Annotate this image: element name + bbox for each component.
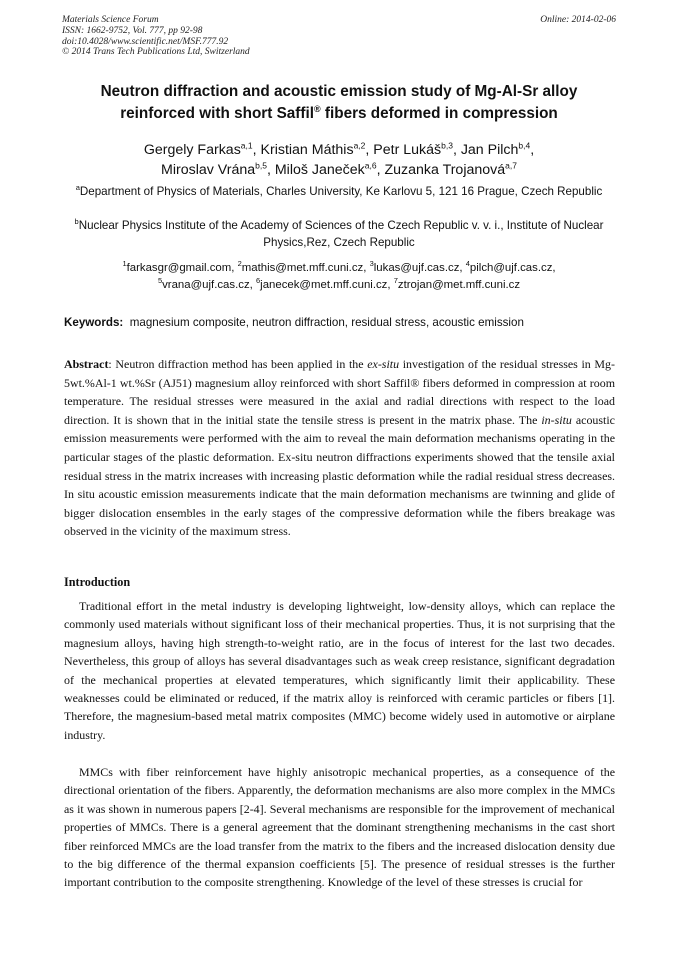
email[interactable]: $^7$ztrojan@met.mff.cuni.cz [393, 276, 521, 291]
email[interactable]: $^6$janecek@met.mff.cuni.cz, [256, 276, 394, 291]
intro-paragraph-2: MMCs with fiber reinforcement have highly anisotropic mechanical properties, as a consequence of the directional orientation of the fibers. Apparently, the deformation mechanisms are also more complex in the MMCs as it was shown in numerous papers [2-4]. Several mechanisms are responsible for the improvement of mechanical properties of MMCs. There is a general agreement that the dominant strengthening mechanisms in the cast short fiber reinforced MMCs are the load transfer from the matrix to the fibers and the increased dislocation density due to the big difference of the thermal expansion coefficients [5]. The presence of residual stresses is the further important contribution to the composite strengthening. Knowledge of the level of these stresses is crucial for [64, 765, 615, 890]
doi-line[interactable]: doi:10.4028/www.scientific.net/MSF.777.92 [62, 36, 229, 47]
email[interactable]: $^2$mathis@met.mff.cuni.cz, [237, 259, 370, 274]
affiliation-text: Nuclear Physics Institute of the Academy of Sciences of the Czech Republic v. v. i., Institute of Nuclear Physics,Rez, Czech Republic [78, 219, 604, 249]
journal-name: Materials Science Forum [62, 15, 159, 25]
issn-line: ISSN: 1662-9752, Vol. 777, pp 92-98 [62, 25, 203, 36]
copyright-line: © 2014 Trans Tech Publications Ltd, Switzerland [62, 47, 250, 58]
abstract: Abstract: Neutron diffraction method has been applied in the ex-situ investigation of the residual stresses in Mg-5wt.%Al-1 wt.%Sr (AJ51) magnesium alloy reinforced with short Saffil® fibers deformed in compression at room temperature. The residual stresses were measured in the axial and radial directions with respect to the load direction. It is shown that in the initial state the tensile stress is present in the matrix phase. The in-situ acoustic emission measurements were performed with the aim to reveal the main deformation mechanisms operating in the particular stages of the plastic deformation. Ex-situ neutron diffractions experiments showed that the tensile axial residual stress in the matrix increases with increasing plastic deformation while the radial residual stress decreases. In situ acoustic emission measurements indicate that the main deformation mechanisms are twinning and glide of bigger dislocation ensembles in the early stages of the compressive deformation while the fibers breakage was observed in the vicinity of the maximum stress. [64, 357, 615, 539]
keywords-text: magnesium composite, neutron diffraction, residual stress, acoustic emission [129, 316, 524, 329]
author: Zuzanka Trojanová$^{a,7}$ [384, 160, 517, 178]
affiliation-mark: a [75, 183, 80, 193]
journal-header [62, 15, 250, 58]
affiliation-a [62, 183, 616, 200]
author: Jan Pilch$^{b,4}$, [460, 140, 535, 158]
abstract-label: Abstract [64, 357, 109, 371]
online-date: Online: 2014-02-06 [540, 15, 616, 25]
author: Gergely Farkas$^{a,1}$, [143, 140, 261, 158]
affiliation-mark: b [74, 217, 79, 227]
section-heading-introduction: Introduction [64, 575, 131, 589]
author: Petr Lukáš$^{b,3}$, [373, 140, 461, 158]
title-registered-mark: ® [313, 103, 321, 114]
email-list [62, 260, 616, 294]
affiliation-b [62, 217, 616, 251]
paper-title [70, 81, 608, 125]
affiliation-text: Department of Physics of Materials, Charles University, Ke Karlovu 5, 121 16 Prague, Czech Republic [79, 185, 603, 198]
email[interactable]: $^4$pilch@ujf.cas.cz, [465, 259, 556, 274]
email[interactable]: $^3$lukas@ujf.cas.cz, [369, 259, 466, 274]
author-list [62, 140, 616, 180]
author: Miroslav Vrána$^{b,5}$, [161, 160, 275, 178]
title-main: Neutron diffraction and acoustic emission study of Mg-Al-Sr alloy reinforced with short Saffil [100, 83, 578, 122]
author: Kristian Máthis$^{a,2}$, [260, 140, 374, 158]
author: Miloš Janeček$^{a,6}$, [274, 160, 385, 178]
title-tail: fibers deformed in compression [320, 105, 558, 122]
email[interactable]: $^5$vrana@ujf.cas.cz, [157, 276, 256, 291]
email[interactable]: $^1$farkasgr@gmail.com, [122, 259, 238, 274]
intro-paragraph-1: Traditional effort in the metal industry is developing lightweight, low-density alloys, which can replace the commonly used materials without significant loss of their mechanical properties. Thus, it is not surprising that the magnesium alloys, having high strength-to-weight ratio, are in the focus of interest for the last two decades. Nevertheless, this group of alloys has several disadvantages such as weak creep resistance, significant degradation of the mechanical properties at elevated temperatures, which significantly limit their applicability. These weaknesses could be eliminated or reduced, if the matrix alloy is reinforced with ceramic particles or fibers [1]. Therefore, the magnesium-based metal matrix composites (MMC) become widely used in automotive or airplane industry. [64, 599, 615, 742]
keywords [64, 315, 616, 331]
keywords-label: Keywords: [64, 316, 124, 329]
